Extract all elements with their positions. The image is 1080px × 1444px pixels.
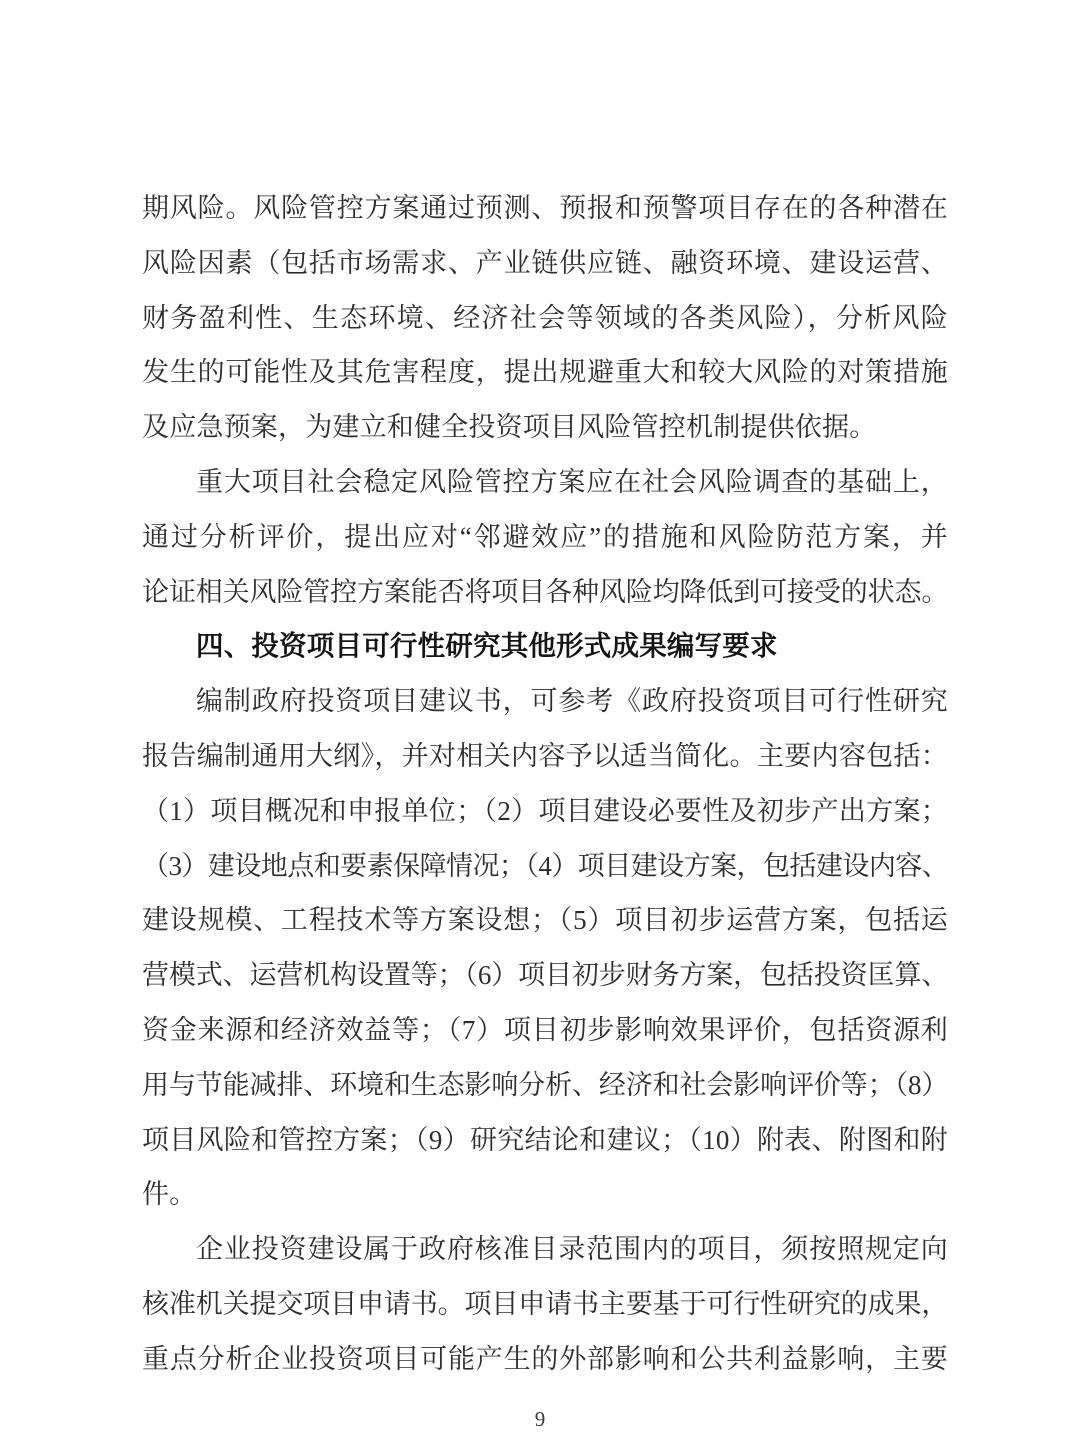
text-line: 及应急预案，为建立和健全投资项目风险管控机制提供依据。 (142, 412, 877, 443)
text-line: 件。 (142, 1179, 197, 1210)
text-line: （1）项目概况和申报单位；（2）项目建设必要性及初步产出方案； (142, 795, 948, 826)
text-line: 财务盈利性、生态环境、经济社会等领域的各类风险），分析风险 (142, 302, 948, 333)
text-line: 资金来源和经济效益等；（7）项目初步影响效果评价，包括资源利 (142, 1014, 948, 1045)
text-line: 通过分析评价，提出应对“邻避效应”的措施和风险防范方案，并 (142, 521, 948, 552)
text-line: （3）建设地点和要素保障情况；（4）项目建设方案，包括建设内容、 (142, 850, 948, 881)
document-body (142, 181, 948, 1387)
text-line: 期风险。风险管控方案通过预测、预报和预警项目存在的各种潜在 (142, 193, 948, 223)
text-line: 编制政府投资项目建议书，可参考《政府投资项目可行性研究 (196, 686, 948, 717)
text-line: 核准机关提交项目申请书。项目申请书主要基于可行性研究的成果， (142, 1288, 948, 1319)
text-line: 发生的可能性及其危害程度，提出规避重大和较大风险的对策措施 (142, 357, 948, 388)
text-line: 重点分析企业投资项目可能产生的外部影响和公共利益影响，主要 (142, 1343, 948, 1374)
text-line: 项目风险和管控方案；（9）研究结论和建议；（10）附表、附图和附 (142, 1124, 948, 1155)
text-line: 用与节能减排、环境和生态影响分析、经济和社会影响评价等；（8） (142, 1069, 948, 1100)
text-line: 建设规模、工程技术等方案设想；（5）项目初步运营方案，包括运 (142, 905, 948, 936)
text-line: 重大项目社会稳定风险管控方案应在社会风险调查的基础上， (196, 466, 948, 497)
text-line: 风险因素（包括市场需求、产业链供应链、融资环境、建设运营、 (142, 247, 948, 278)
section-heading: 四、投资项目可行性研究其他形式成果编写要求 (196, 630, 778, 662)
text-line: 论证相关风险管控方案能否将项目各种风险均降低到可接受的状态。 (142, 576, 948, 607)
text-line: 营模式、运营机构设置等；（6）项目初步财务方案，包括投资匡算、 (142, 960, 948, 991)
text-line: 报告编制通用大纲》，并对相关内容予以适当简化。主要内容包括： (142, 740, 948, 771)
text-line: 企业投资建设属于政府核准目录范围内的项目，须按照规定向 (196, 1234, 948, 1265)
page-number: 9 (534, 1407, 546, 1431)
